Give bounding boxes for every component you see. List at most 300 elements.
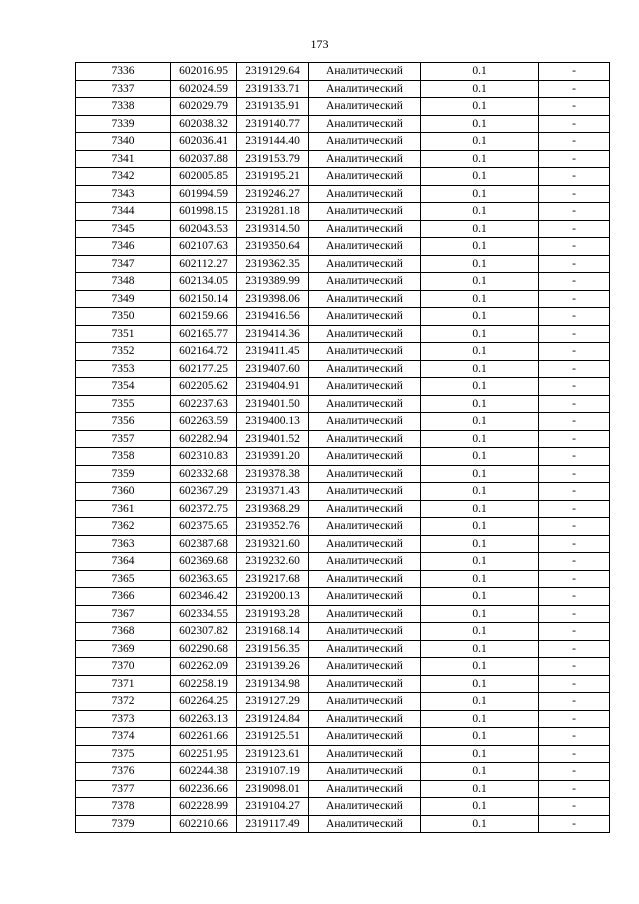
- y-coordinate-cell: 2319217.68: [237, 570, 309, 588]
- point-number-cell: 7347: [76, 255, 171, 273]
- point-number-cell: 7341: [76, 150, 171, 168]
- table-row: [76, 430, 610, 448]
- table-row: [76, 448, 610, 466]
- note-cell: -: [539, 150, 610, 168]
- table-row: [76, 570, 610, 588]
- method-cell: Аналитический: [309, 710, 421, 728]
- x-coordinate-cell: 602262.09: [171, 658, 237, 676]
- note-cell: -: [539, 693, 610, 711]
- x-coordinate-cell: 602369.68: [171, 553, 237, 571]
- accuracy-cell: 0.1: [421, 255, 539, 273]
- accuracy-cell: 0.1: [421, 395, 539, 413]
- method-cell: Аналитический: [309, 658, 421, 676]
- accuracy-cell: 0.1: [421, 588, 539, 606]
- y-coordinate-cell: 2319123.61: [237, 745, 309, 763]
- x-coordinate-cell: 602112.27: [171, 255, 237, 273]
- table-row: [76, 220, 610, 238]
- note-cell: -: [539, 605, 610, 623]
- note-cell: -: [539, 815, 610, 833]
- table-row: [76, 658, 610, 676]
- y-coordinate-cell: 2319140.77: [237, 115, 309, 133]
- y-coordinate-cell: 2319416.56: [237, 308, 309, 326]
- table-row: [76, 500, 610, 518]
- point-number-cell: 7361: [76, 500, 171, 518]
- accuracy-cell: 0.1: [421, 150, 539, 168]
- note-cell: -: [539, 360, 610, 378]
- note-cell: -: [539, 675, 610, 693]
- y-coordinate-cell: 2319368.29: [237, 500, 309, 518]
- point-number-cell: 7370: [76, 658, 171, 676]
- method-cell: Аналитический: [309, 325, 421, 343]
- x-coordinate-cell: 602150.14: [171, 290, 237, 308]
- x-coordinate-cell: 602261.66: [171, 728, 237, 746]
- y-coordinate-cell: 2319398.06: [237, 290, 309, 308]
- table-row: [76, 343, 610, 361]
- x-coordinate-cell: 602263.13: [171, 710, 237, 728]
- table-row: [76, 518, 610, 536]
- accuracy-cell: 0.1: [421, 290, 539, 308]
- x-coordinate-cell: 602244.38: [171, 763, 237, 781]
- point-number-cell: 7378: [76, 798, 171, 816]
- point-number-cell: 7354: [76, 378, 171, 396]
- table-row: [76, 255, 610, 273]
- table-row: [76, 798, 610, 816]
- accuracy-cell: 0.1: [421, 605, 539, 623]
- accuracy-cell: 0.1: [421, 553, 539, 571]
- accuracy-cell: 0.1: [421, 675, 539, 693]
- point-number-cell: 7374: [76, 728, 171, 746]
- y-coordinate-cell: 2319117.49: [237, 815, 309, 833]
- point-number-cell: 7359: [76, 465, 171, 483]
- method-cell: Аналитический: [309, 150, 421, 168]
- accuracy-cell: 0.1: [421, 798, 539, 816]
- x-coordinate-cell: 602236.66: [171, 780, 237, 798]
- method-cell: Аналитический: [309, 115, 421, 133]
- note-cell: -: [539, 535, 610, 553]
- accuracy-cell: 0.1: [421, 378, 539, 396]
- point-number-cell: 7338: [76, 98, 171, 116]
- method-cell: Аналитический: [309, 693, 421, 711]
- x-coordinate-cell: 602043.53: [171, 220, 237, 238]
- accuracy-cell: 0.1: [421, 238, 539, 256]
- method-cell: Аналитический: [309, 133, 421, 151]
- accuracy-cell: 0.1: [421, 518, 539, 536]
- x-coordinate-cell: 602159.66: [171, 308, 237, 326]
- x-coordinate-cell: 602375.65: [171, 518, 237, 536]
- point-number-cell: 7362: [76, 518, 171, 536]
- note-cell: -: [539, 80, 610, 98]
- method-cell: Аналитический: [309, 413, 421, 431]
- accuracy-cell: 0.1: [421, 168, 539, 186]
- table-row: [76, 588, 610, 606]
- method-cell: Аналитический: [309, 763, 421, 781]
- note-cell: -: [539, 430, 610, 448]
- table-row: [76, 203, 610, 221]
- table-body: [76, 63, 610, 833]
- x-coordinate-cell: 602307.82: [171, 623, 237, 641]
- table-row: [76, 763, 610, 781]
- table-row: [76, 780, 610, 798]
- accuracy-cell: 0.1: [421, 273, 539, 291]
- method-cell: Аналитический: [309, 290, 421, 308]
- point-number-cell: 7375: [76, 745, 171, 763]
- method-cell: Аналитический: [309, 80, 421, 98]
- method-cell: Аналитический: [309, 553, 421, 571]
- x-coordinate-cell: 602177.25: [171, 360, 237, 378]
- note-cell: -: [539, 500, 610, 518]
- note-cell: -: [539, 780, 610, 798]
- point-number-cell: 7373: [76, 710, 171, 728]
- y-coordinate-cell: 2319378.38: [237, 465, 309, 483]
- note-cell: -: [539, 308, 610, 326]
- y-coordinate-cell: 2319195.21: [237, 168, 309, 186]
- method-cell: Аналитический: [309, 570, 421, 588]
- y-coordinate-cell: 2319139.26: [237, 658, 309, 676]
- y-coordinate-cell: 2319135.91: [237, 98, 309, 116]
- accuracy-cell: 0.1: [421, 413, 539, 431]
- note-cell: -: [539, 553, 610, 571]
- y-coordinate-cell: 2319107.19: [237, 763, 309, 781]
- point-number-cell: 7363: [76, 535, 171, 553]
- method-cell: Аналитический: [309, 63, 421, 81]
- table-row: [76, 98, 610, 116]
- x-coordinate-cell: 602264.25: [171, 693, 237, 711]
- point-number-cell: 7372: [76, 693, 171, 711]
- y-coordinate-cell: 2319389.99: [237, 273, 309, 291]
- accuracy-cell: 0.1: [421, 360, 539, 378]
- point-number-cell: 7350: [76, 308, 171, 326]
- accuracy-cell: 0.1: [421, 500, 539, 518]
- x-coordinate-cell: 601998.15: [171, 203, 237, 221]
- y-coordinate-cell: 2319232.60: [237, 553, 309, 571]
- note-cell: -: [539, 518, 610, 536]
- note-cell: -: [539, 448, 610, 466]
- point-number-cell: 7366: [76, 588, 171, 606]
- accuracy-cell: 0.1: [421, 693, 539, 711]
- y-coordinate-cell: 2319281.18: [237, 203, 309, 221]
- point-number-cell: 7351: [76, 325, 171, 343]
- point-number-cell: 7345: [76, 220, 171, 238]
- table-row: [76, 150, 610, 168]
- accuracy-cell: 0.1: [421, 745, 539, 763]
- note-cell: -: [539, 570, 610, 588]
- coordinates-table: [75, 62, 610, 833]
- y-coordinate-cell: 2319134.98: [237, 675, 309, 693]
- note-cell: -: [539, 640, 610, 658]
- point-number-cell: 7379: [76, 815, 171, 833]
- table-row: [76, 710, 610, 728]
- method-cell: Аналитический: [309, 605, 421, 623]
- y-coordinate-cell: 2319314.50: [237, 220, 309, 238]
- x-coordinate-cell: 602038.32: [171, 115, 237, 133]
- method-cell: Аналитический: [309, 815, 421, 833]
- table-row: [76, 675, 610, 693]
- table-row: [76, 133, 610, 151]
- point-number-cell: 7340: [76, 133, 171, 151]
- y-coordinate-cell: 2319193.28: [237, 605, 309, 623]
- note-cell: -: [539, 238, 610, 256]
- y-coordinate-cell: 2319144.40: [237, 133, 309, 151]
- y-coordinate-cell: 2319350.64: [237, 238, 309, 256]
- table-row: [76, 308, 610, 326]
- method-cell: Аналитический: [309, 255, 421, 273]
- y-coordinate-cell: 2319401.50: [237, 395, 309, 413]
- accuracy-cell: 0.1: [421, 465, 539, 483]
- note-cell: -: [539, 483, 610, 501]
- point-number-cell: 7355: [76, 395, 171, 413]
- y-coordinate-cell: 2319414.36: [237, 325, 309, 343]
- table-row: [76, 378, 610, 396]
- x-coordinate-cell: 602024.59: [171, 80, 237, 98]
- note-cell: -: [539, 745, 610, 763]
- note-cell: -: [539, 185, 610, 203]
- point-number-cell: 7346: [76, 238, 171, 256]
- point-number-cell: 7358: [76, 448, 171, 466]
- x-coordinate-cell: 602210.66: [171, 815, 237, 833]
- method-cell: Аналитический: [309, 448, 421, 466]
- y-coordinate-cell: 2319125.51: [237, 728, 309, 746]
- point-number-cell: 7349: [76, 290, 171, 308]
- table-row: [76, 483, 610, 501]
- accuracy-cell: 0.1: [421, 63, 539, 81]
- y-coordinate-cell: 2319200.13: [237, 588, 309, 606]
- accuracy-cell: 0.1: [421, 133, 539, 151]
- method-cell: Аналитический: [309, 640, 421, 658]
- y-coordinate-cell: 2319401.52: [237, 430, 309, 448]
- accuracy-cell: 0.1: [421, 308, 539, 326]
- x-coordinate-cell: 601994.59: [171, 185, 237, 203]
- method-cell: Аналитический: [309, 378, 421, 396]
- x-coordinate-cell: 602332.68: [171, 465, 237, 483]
- table-row: [76, 465, 610, 483]
- accuracy-cell: 0.1: [421, 623, 539, 641]
- y-coordinate-cell: 2319352.76: [237, 518, 309, 536]
- table-row: [76, 238, 610, 256]
- note-cell: -: [539, 203, 610, 221]
- y-coordinate-cell: 2319168.14: [237, 623, 309, 641]
- y-coordinate-cell: 2319156.35: [237, 640, 309, 658]
- table-row: [76, 745, 610, 763]
- method-cell: Аналитический: [309, 343, 421, 361]
- point-number-cell: 7369: [76, 640, 171, 658]
- method-cell: Аналитический: [309, 623, 421, 641]
- table-row: [76, 290, 610, 308]
- note-cell: -: [539, 728, 610, 746]
- method-cell: Аналитический: [309, 798, 421, 816]
- accuracy-cell: 0.1: [421, 325, 539, 343]
- y-coordinate-cell: 2319391.20: [237, 448, 309, 466]
- point-number-cell: 7337: [76, 80, 171, 98]
- note-cell: -: [539, 115, 610, 133]
- table-row: [76, 325, 610, 343]
- x-coordinate-cell: 602029.79: [171, 98, 237, 116]
- method-cell: Аналитический: [309, 273, 421, 291]
- note-cell: -: [539, 413, 610, 431]
- accuracy-cell: 0.1: [421, 203, 539, 221]
- method-cell: Аналитический: [309, 780, 421, 798]
- accuracy-cell: 0.1: [421, 115, 539, 133]
- accuracy-cell: 0.1: [421, 343, 539, 361]
- point-number-cell: 7339: [76, 115, 171, 133]
- point-number-cell: 7360: [76, 483, 171, 501]
- x-coordinate-cell: 602282.94: [171, 430, 237, 448]
- x-coordinate-cell: 602290.68: [171, 640, 237, 658]
- accuracy-cell: 0.1: [421, 763, 539, 781]
- point-number-cell: 7342: [76, 168, 171, 186]
- point-number-cell: 7365: [76, 570, 171, 588]
- point-number-cell: 7376: [76, 763, 171, 781]
- y-coordinate-cell: 2319321.60: [237, 535, 309, 553]
- x-coordinate-cell: 602367.29: [171, 483, 237, 501]
- accuracy-cell: 0.1: [421, 728, 539, 746]
- y-coordinate-cell: 2319400.13: [237, 413, 309, 431]
- point-number-cell: 7368: [76, 623, 171, 641]
- note-cell: -: [539, 710, 610, 728]
- x-coordinate-cell: 602205.62: [171, 378, 237, 396]
- x-coordinate-cell: 602228.99: [171, 798, 237, 816]
- y-coordinate-cell: 2319404.91: [237, 378, 309, 396]
- y-coordinate-cell: 2319098.01: [237, 780, 309, 798]
- accuracy-cell: 0.1: [421, 448, 539, 466]
- method-cell: Аналитический: [309, 675, 421, 693]
- note-cell: -: [539, 220, 610, 238]
- note-cell: -: [539, 343, 610, 361]
- method-cell: Аналитический: [309, 518, 421, 536]
- table-row: [76, 535, 610, 553]
- method-cell: Аналитический: [309, 483, 421, 501]
- x-coordinate-cell: 602258.19: [171, 675, 237, 693]
- x-coordinate-cell: 602134.05: [171, 273, 237, 291]
- accuracy-cell: 0.1: [421, 710, 539, 728]
- y-coordinate-cell: 2319129.64: [237, 63, 309, 81]
- x-coordinate-cell: 602387.68: [171, 535, 237, 553]
- table-row: [76, 693, 610, 711]
- table-row: [76, 728, 610, 746]
- accuracy-cell: 0.1: [421, 780, 539, 798]
- method-cell: Аналитический: [309, 745, 421, 763]
- y-coordinate-cell: 2319127.29: [237, 693, 309, 711]
- accuracy-cell: 0.1: [421, 483, 539, 501]
- table-row: [76, 63, 610, 81]
- point-number-cell: 7352: [76, 343, 171, 361]
- note-cell: -: [539, 98, 610, 116]
- note-cell: -: [539, 378, 610, 396]
- note-cell: -: [539, 325, 610, 343]
- table-row: [76, 360, 610, 378]
- x-coordinate-cell: 602346.42: [171, 588, 237, 606]
- y-coordinate-cell: 2319371.43: [237, 483, 309, 501]
- x-coordinate-cell: 602263.59: [171, 413, 237, 431]
- x-coordinate-cell: 602334.55: [171, 605, 237, 623]
- point-number-cell: 7356: [76, 413, 171, 431]
- point-number-cell: 7353: [76, 360, 171, 378]
- table-row: [76, 80, 610, 98]
- y-coordinate-cell: 2319407.60: [237, 360, 309, 378]
- table-row: [76, 553, 610, 571]
- method-cell: Аналитический: [309, 168, 421, 186]
- point-number-cell: 7343: [76, 185, 171, 203]
- table-row: [76, 273, 610, 291]
- table-row: [76, 395, 610, 413]
- method-cell: Аналитический: [309, 588, 421, 606]
- y-coordinate-cell: 2319246.27: [237, 185, 309, 203]
- y-coordinate-cell: 2319362.35: [237, 255, 309, 273]
- note-cell: -: [539, 763, 610, 781]
- point-number-cell: 7357: [76, 430, 171, 448]
- y-coordinate-cell: 2319133.71: [237, 80, 309, 98]
- x-coordinate-cell: 602016.95: [171, 63, 237, 81]
- point-number-cell: 7377: [76, 780, 171, 798]
- note-cell: -: [539, 255, 610, 273]
- note-cell: -: [539, 658, 610, 676]
- note-cell: -: [539, 798, 610, 816]
- accuracy-cell: 0.1: [421, 640, 539, 658]
- point-number-cell: 7367: [76, 605, 171, 623]
- accuracy-cell: 0.1: [421, 570, 539, 588]
- method-cell: Аналитический: [309, 395, 421, 413]
- method-cell: Аналитический: [309, 238, 421, 256]
- accuracy-cell: 0.1: [421, 658, 539, 676]
- y-coordinate-cell: 2319153.79: [237, 150, 309, 168]
- x-coordinate-cell: 602251.95: [171, 745, 237, 763]
- x-coordinate-cell: 602037.88: [171, 150, 237, 168]
- table-row: [76, 413, 610, 431]
- accuracy-cell: 0.1: [421, 80, 539, 98]
- accuracy-cell: 0.1: [421, 98, 539, 116]
- y-coordinate-cell: 2319411.45: [237, 343, 309, 361]
- x-coordinate-cell: 602237.63: [171, 395, 237, 413]
- accuracy-cell: 0.1: [421, 815, 539, 833]
- accuracy-cell: 0.1: [421, 535, 539, 553]
- method-cell: Аналитический: [309, 535, 421, 553]
- method-cell: Аналитический: [309, 98, 421, 116]
- method-cell: Аналитический: [309, 185, 421, 203]
- method-cell: Аналитический: [309, 465, 421, 483]
- table-row: [76, 115, 610, 133]
- x-coordinate-cell: 602363.65: [171, 570, 237, 588]
- method-cell: Аналитический: [309, 203, 421, 221]
- y-coordinate-cell: 2319124.84: [237, 710, 309, 728]
- accuracy-cell: 0.1: [421, 220, 539, 238]
- table-row: [76, 605, 610, 623]
- x-coordinate-cell: 602107.63: [171, 238, 237, 256]
- point-number-cell: 7336: [76, 63, 171, 81]
- method-cell: Аналитический: [309, 430, 421, 448]
- note-cell: -: [539, 273, 610, 291]
- note-cell: -: [539, 290, 610, 308]
- note-cell: -: [539, 168, 610, 186]
- note-cell: -: [539, 623, 610, 641]
- note-cell: -: [539, 63, 610, 81]
- note-cell: -: [539, 395, 610, 413]
- x-coordinate-cell: 602164.72: [171, 343, 237, 361]
- table-row: [76, 185, 610, 203]
- method-cell: Аналитический: [309, 728, 421, 746]
- table-row: [76, 640, 610, 658]
- note-cell: -: [539, 133, 610, 151]
- point-number-cell: 7364: [76, 553, 171, 571]
- point-number-cell: 7348: [76, 273, 171, 291]
- method-cell: Аналитический: [309, 308, 421, 326]
- x-coordinate-cell: 602310.83: [171, 448, 237, 466]
- table-row: [76, 623, 610, 641]
- method-cell: Аналитический: [309, 500, 421, 518]
- accuracy-cell: 0.1: [421, 430, 539, 448]
- accuracy-cell: 0.1: [421, 185, 539, 203]
- x-coordinate-cell: 602005.85: [171, 168, 237, 186]
- x-coordinate-cell: 602372.75: [171, 500, 237, 518]
- table-row: [76, 815, 610, 833]
